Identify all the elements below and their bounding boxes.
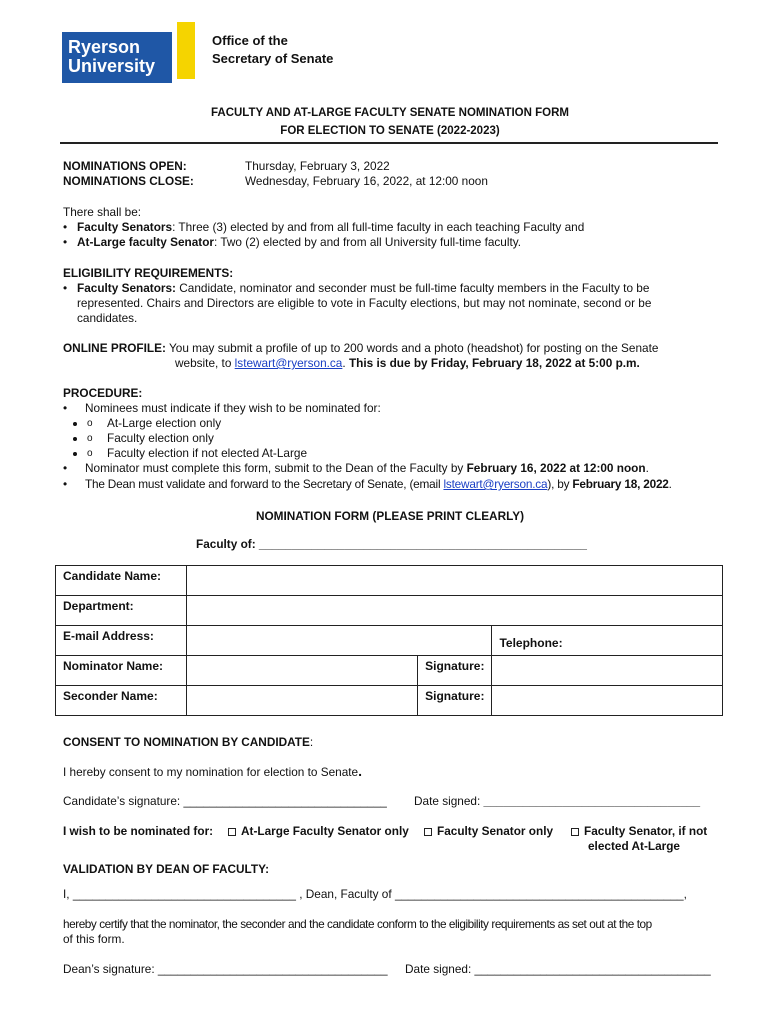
- dean-date-label: Date signed:: [405, 962, 475, 976]
- procedure-sub2: o • Faculty election only: [87, 431, 307, 446]
- bullet: •: [63, 401, 68, 415]
- dean-name-row[interactable]: [63, 887, 687, 902]
- certify-line2: of this form.: [63, 932, 125, 946]
- shall-item-atlarge: [63, 235, 584, 250]
- procedure-item3-end: .: [668, 477, 672, 491]
- close-date: Wednesday, February 16, 2022, at 12:00 noon: [245, 174, 488, 188]
- profile-due: This is due by Friday, February 18, 2022 at 5:00 p.m.: [348, 356, 640, 370]
- eligibility-heading: ELIGIBILITY REQUIREMENTS:: [63, 266, 234, 280]
- eligibility-bold: Faculty Senators:: [77, 281, 176, 295]
- eligibility-list: [63, 281, 649, 296]
- procedure-item2: [63, 461, 649, 476]
- eligibility-item: [63, 281, 649, 296]
- department-label: Department:: [56, 596, 187, 626]
- dean-faculty-line[interactable]: ____________________________________________: [394, 887, 684, 901]
- procedure-item3: [63, 477, 672, 492]
- procedure-item2-end: .: [645, 461, 649, 475]
- office-line-1: Office of the: [212, 33, 288, 48]
- option-faculty-if-not[interactable]: [571, 824, 707, 839]
- shall-item2-rest: : Two (2) elected by and from all University full-time faculty.: [214, 235, 522, 249]
- option-faculty[interactable]: [424, 824, 553, 839]
- dean-date-line[interactable]: ____________________________________: [474, 962, 711, 976]
- wish-label: I wish to be nominated for:: [63, 824, 214, 838]
- eligibility-line1: Candidate, nominator and seconder must be full-time faculty members in the Faculty to be: [176, 281, 650, 295]
- department-input[interactable]: [186, 596, 722, 626]
- candidate-date-field[interactable]: [414, 794, 700, 809]
- shall-item1-bold: Faculty Senators: [77, 220, 173, 234]
- consent-statement: I hereby consent to my nomination for election to Senate: [63, 765, 359, 779]
- procedure-sub3: o • Faculty election if not elected At-Large: [87, 446, 307, 461]
- candidate-signature-field[interactable]: [63, 794, 387, 809]
- profile-text1: You may submit a profile of up to 200 words and a photo (headshot) for posting on the Senate: [165, 341, 659, 355]
- procedure-item3-text: The Dean must validate and forward to the Secretary of Senate, (email: [85, 477, 444, 491]
- form-title: FACULTY AND AT-LARGE FACULTY SENATE NOMINATION FORM: [211, 107, 569, 119]
- checkbox-atlarge[interactable]: [228, 828, 236, 836]
- candidate-name-input[interactable]: [186, 566, 722, 596]
- consent-heading: CONSENT TO NOMINATION BY CANDIDATE: [63, 735, 310, 749]
- shall-list: [63, 220, 584, 250]
- candidate-signature-label: Candidate’s signature:: [63, 794, 184, 808]
- logo-line-1: Ryerson: [68, 37, 141, 57]
- validation-heading: VALIDATION BY DEAN OF FACULTY:: [63, 862, 270, 876]
- nominator-signature-input[interactable]: [492, 656, 723, 686]
- dean-signature-field[interactable]: [63, 962, 388, 977]
- faculty-of-line[interactable]: __________________________________________________: [258, 537, 587, 551]
- office-name: [212, 32, 333, 68]
- procedure-heading: PROCEDURE:: [63, 386, 143, 400]
- profile-text3: .: [342, 356, 349, 370]
- seconder-signature-input[interactable]: [492, 686, 723, 716]
- shall-item1-rest: : Three (3) elected by and from all full-time faculty in each teaching Faculty and: [172, 220, 585, 234]
- consent-statement-row: [63, 764, 362, 780]
- table-row: [56, 626, 723, 656]
- dean-signature-line[interactable]: ___________________________________: [157, 962, 388, 976]
- seconder-name-label: Seconder Name:: [56, 686, 187, 716]
- title-divider: [60, 142, 718, 144]
- email-label: E-mail Address:: [56, 626, 187, 656]
- option-faculty-if-not-line1: Faculty Senator, if not: [584, 824, 708, 838]
- procedure-email-link[interactable]: lstewart@ryerson.ca: [443, 477, 548, 491]
- candidate-date-label: Date signed:: [414, 794, 484, 808]
- shall-item2-bold: At-Large faculty Senator: [77, 235, 215, 249]
- option-atlarge[interactable]: [228, 824, 409, 839]
- candidate-date-line[interactable]: _________________________________: [483, 794, 701, 808]
- procedure-item2-bold: February 16, 2022 at 12:00 noon: [466, 461, 646, 475]
- shall-item-faculty: [63, 220, 584, 235]
- procedure-item2-text: Nominator must complete this form, submit to the Dean of the Faculty by: [85, 461, 467, 475]
- consent-colon: :: [309, 735, 314, 749]
- logo-line-2: University: [68, 56, 156, 76]
- table-row: [56, 566, 723, 596]
- telephone-field[interactable]: [492, 626, 723, 656]
- nomination-form-heading: NOMINATION FORM (PLEASE PRINT CLEARLY): [255, 509, 525, 523]
- profile-line2: [175, 356, 640, 371]
- candidate-signature-line[interactable]: _______________________________: [183, 794, 387, 808]
- option-faculty-label: Faculty Senator only: [437, 824, 554, 838]
- consent-heading-row: [63, 735, 313, 750]
- telephone-label: Telephone:: [499, 636, 563, 650]
- logo-accent-bar: [177, 22, 195, 79]
- form-subtitle: FOR ELECTION TO SENATE (2022-2023): [280, 125, 500, 137]
- procedure-item3-mid: ), by: [547, 477, 573, 491]
- faculty-of-field[interactable]: [196, 537, 587, 552]
- procedure-item1-text: Nominees must indicate if they wish to be nominated for:: [85, 401, 381, 415]
- faculty-of-label: Faculty of:: [196, 537, 259, 551]
- bullet: •: [63, 461, 68, 475]
- close-label: NOMINATIONS CLOSE:: [63, 174, 194, 188]
- dean-name-line[interactable]: __________________________________: [72, 887, 296, 901]
- procedure-item1: [63, 401, 381, 416]
- profile-label: ONLINE PROFILE:: [63, 341, 166, 355]
- dean-signature-label: Dean’s signature:: [63, 962, 158, 976]
- procedure-item3-bold: February 18, 2022: [572, 477, 669, 491]
- eligibility-line2: represented. Chairs and Directors are eligible to vote in Faculty elections, but may not nominate, second or be: [77, 296, 652, 310]
- procedure-sub1: o • At-Large election only: [87, 416, 307, 431]
- certify-line1: hereby certify that the nominator, the seconder and the candidate conform to the eligibility requirements as set out at the top: [63, 917, 652, 931]
- profile-email-link[interactable]: lstewart@ryerson.ca: [234, 356, 343, 370]
- profile-text2: website, to: [175, 356, 235, 370]
- table-row: [56, 656, 723, 686]
- dean-date-field[interactable]: [405, 962, 711, 977]
- dean-i-label: I,: [63, 887, 73, 901]
- checkbox-faculty-if-not[interactable]: [571, 828, 579, 836]
- office-line-2: Secretary of Senate: [212, 51, 334, 66]
- bullet: •: [63, 477, 67, 491]
- profile-line1: [63, 341, 658, 356]
- open-label: NOMINATIONS OPEN:: [63, 159, 187, 173]
- candidate-name-label: Candidate Name:: [56, 566, 187, 596]
- dean-comma: ,: [683, 887, 687, 901]
- nominator-name-label: Nominator Name:: [56, 656, 187, 686]
- dean-text: , Dean, Faculty of: [295, 887, 395, 901]
- consent-period: .: [358, 763, 362, 779]
- nominator-signature-label: Signature:: [418, 656, 492, 686]
- seconder-name-input[interactable]: [186, 686, 417, 716]
- option-faculty-if-not-line2: elected At-Large: [588, 839, 680, 853]
- nomination-table: [55, 565, 723, 716]
- checkbox-faculty[interactable]: [424, 828, 432, 836]
- nominator-name-input[interactable]: [186, 656, 417, 686]
- logo-text: [68, 38, 155, 76]
- option-atlarge-label: At-Large Faculty Senator only: [241, 824, 409, 838]
- seconder-signature-label: Signature:: [418, 686, 492, 716]
- email-input[interactable]: [186, 626, 492, 656]
- procedure-sublist: [87, 416, 307, 461]
- open-date: Thursday, February 3, 2022: [245, 159, 390, 173]
- eligibility-line3: candidates.: [77, 311, 138, 325]
- table-row: [56, 596, 723, 626]
- table-row: [56, 686, 723, 716]
- shall-intro: There shall be:: [63, 205, 142, 219]
